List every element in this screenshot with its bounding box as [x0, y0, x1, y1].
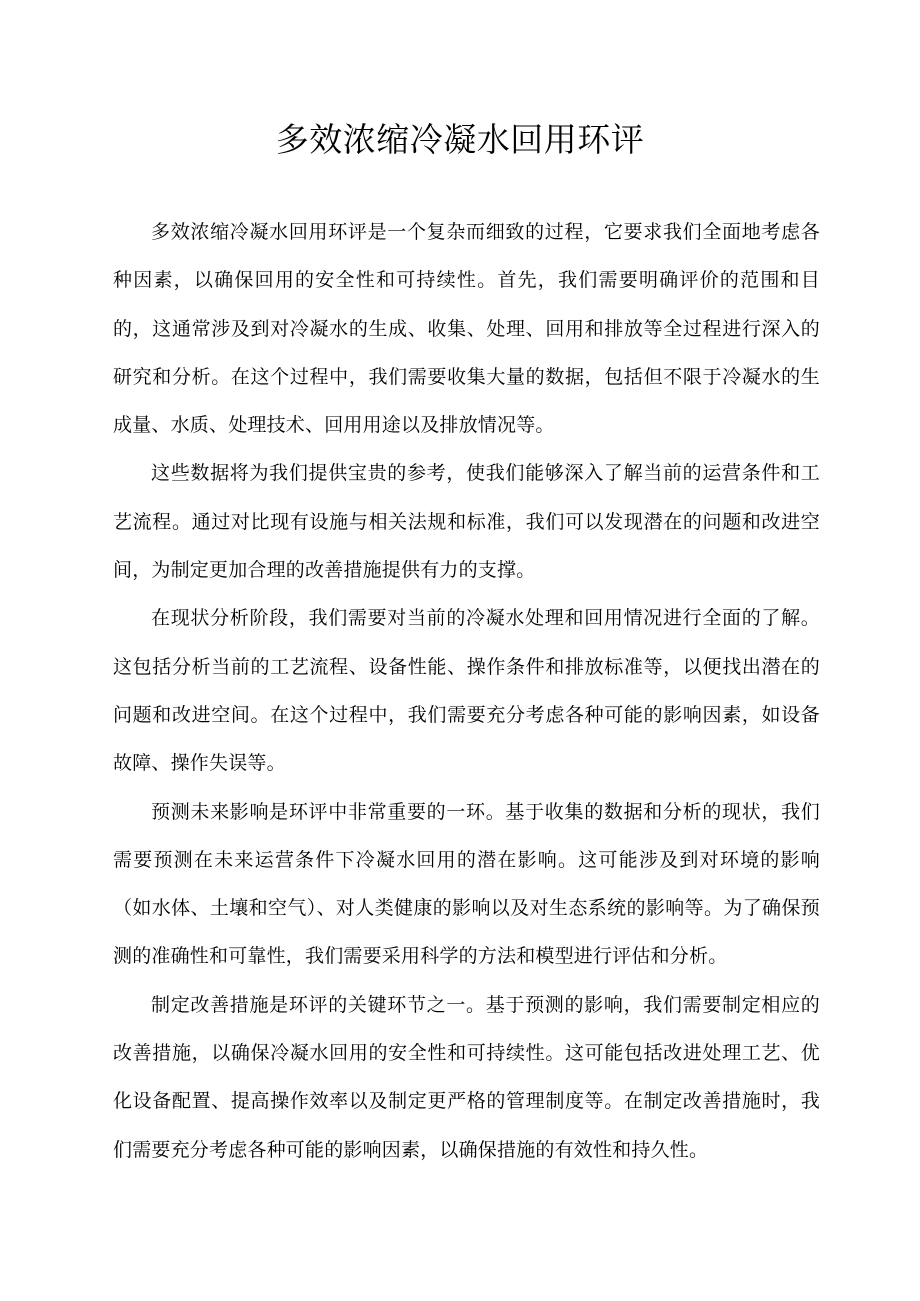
paragraph-2: 这些数据将为我们提供宝贵的参考，使我们能够深入了解当前的运营条件和工艺流程。通过对比现有设施与相关法规和标准，我们可以发现潜在的问题和改进空间，为制定更加合理的改善措施提供有力的支撑。 [113, 462, 820, 582]
document-title: 多效浓缩冷凝水回用环评 [275, 120, 645, 159]
paragraph-5: 制定改善措施是环评的关键环节之一。基于预测的影响，我们需要制定相应的改善措施，以确保冷凝水回用的安全性和可持续性。这可能包括改进处理工艺、优化设备配置、提高操作效率以及制定更严格的管理制度等。在制定改善措施时，我们需要充分考虑各种可能的影响因素，以确保措施的有效性和持久性。 [113, 993, 820, 1161]
paragraph-4: 预测未来影响是环评中非常重要的一环。基于收集的数据和分析的现状，我们需要预测在未来运营条件下冷凝水回用的潜在影响。这可能涉及到对环境的影响（如水体、土壤和空气）、对人类健康的影响以及对生态系统的影响等。为了确保预测的准确性和可靠性，我们需要采用科学的方法和模型进行评估和分析。 [113, 800, 820, 968]
paragraph-3: 在现状分析阶段，我们需要对当前的冷凝水处理和回用情况进行全面的了解。这包括分析当前的工艺流程、设备性能、操作条件和排放标准等，以便找出潜在的问题和改进空间。在这个过程中，我们需要充分考虑各种可能的影响因素，如设备故障、操作失误等。 [113, 607, 820, 775]
paragraph-1: 多效浓缩冷凝水回用环评是一个复杂而细致的过程，它要求我们全面地考虑各种因素，以确保回用的安全性和可持续性。首先，我们需要明确评价的范围和目的，这通常涉及到对冷凝水的生成、收集、处理、回用和排放等全过程进行深入的研究和分析。在这个过程中，我们需要收集大量的数据，包括但不限于冷凝水的生成量、水质、处理技术、回用用途以及排放情况等。 [113, 221, 820, 437]
document-body [113, 208, 820, 1174]
